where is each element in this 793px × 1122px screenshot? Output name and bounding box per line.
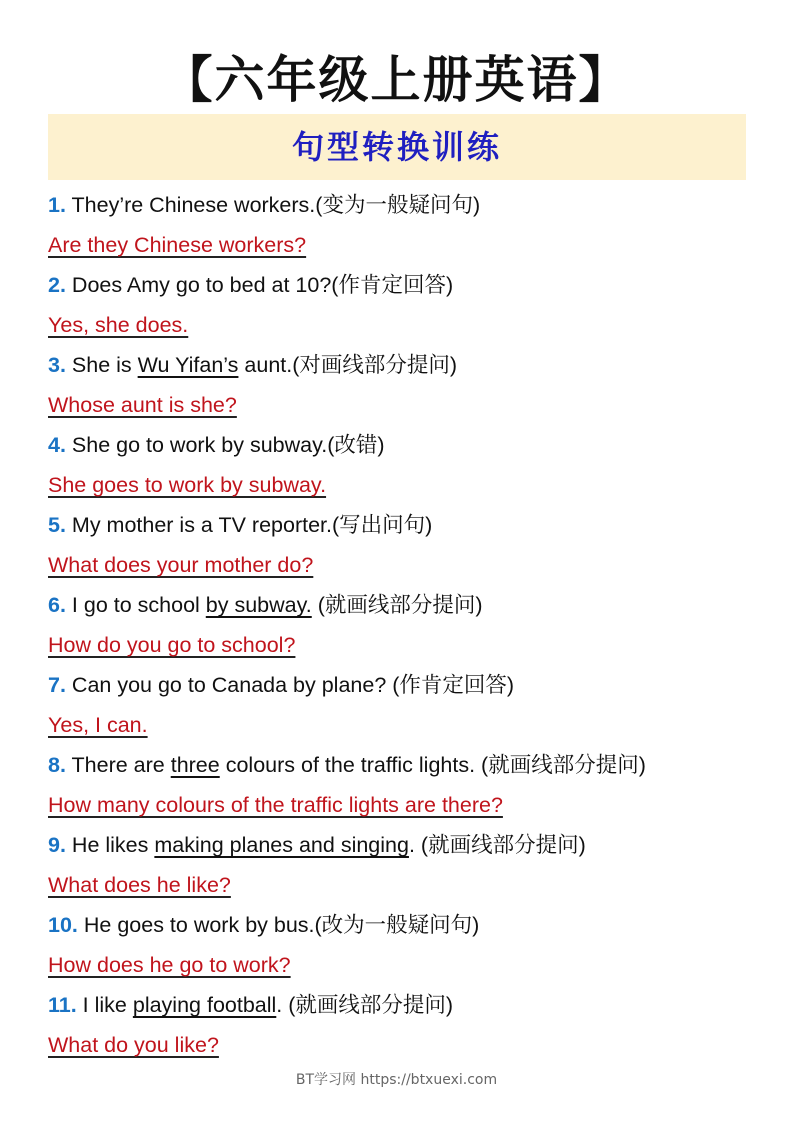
instruction-note: (就画线部分提问)	[317, 593, 483, 617]
answer-6	[48, 625, 758, 665]
underlined-part: three	[170, 753, 220, 777]
question-text-after: .	[408, 833, 421, 857]
answer-text: What do you like?	[48, 1033, 219, 1057]
question-6	[48, 585, 758, 625]
question-11	[48, 985, 758, 1025]
answer-text: What does he like?	[48, 873, 231, 897]
question-text: There are	[65, 753, 171, 777]
answer-text: How does he go to work?	[48, 953, 291, 977]
instruction-note: (作肯定回答)	[392, 673, 515, 697]
answer-1	[48, 225, 758, 265]
question-text: Can you go to Canada by plane?	[65, 673, 393, 697]
underlined-part: Wu Yifan’s	[137, 353, 239, 377]
footer-watermark: BT学习网 https://btxuexi.com	[295, 1072, 498, 1088]
answer-5	[48, 545, 758, 585]
question-text: They’re Chinese workers.	[65, 193, 316, 217]
instruction-note: (改错)	[327, 433, 385, 457]
question-text: He likes	[65, 833, 155, 857]
question-text-after: colours of the traffic lights.	[219, 753, 482, 777]
question-text: She go to work by subway.	[65, 433, 328, 457]
instruction-note: (写出问句)	[332, 513, 433, 537]
question-2	[48, 265, 758, 305]
question-text: She is	[65, 353, 138, 377]
question-text: I go to school	[65, 593, 206, 617]
question-text: I like	[76, 993, 133, 1017]
question-number: 8.	[48, 753, 66, 777]
answer-10	[48, 945, 758, 985]
answer-text: Are they Chinese workers?	[48, 233, 307, 257]
question-text: Does Amy go to bed at 10?	[65, 273, 332, 297]
answer-text: What does your mother do?	[48, 553, 314, 577]
answer-3	[48, 385, 758, 425]
question-5	[48, 505, 758, 545]
answer-2	[48, 305, 758, 345]
question-number: 11.	[48, 993, 77, 1017]
question-7	[48, 665, 758, 705]
subtitle: 句型转换训练	[291, 128, 502, 166]
question-number: 2.	[48, 273, 66, 297]
question-number: 4.	[48, 433, 66, 457]
question-10	[48, 905, 758, 945]
subtitle-banner	[48, 114, 746, 180]
instruction-note: (就画线部分提问)	[420, 833, 586, 857]
question-text-after: aunt.	[238, 353, 293, 377]
question-number: 6.	[48, 593, 66, 617]
question-1	[48, 185, 758, 225]
instruction-note: (就画线部分提问)	[481, 753, 646, 777]
answer-8	[48, 785, 758, 825]
question-number: 9.	[48, 833, 66, 857]
answer-text: Yes, I can.	[48, 713, 148, 737]
question-9	[48, 825, 758, 865]
question-text: He goes to work by bus.	[77, 913, 315, 937]
instruction-note: (对画线部分提问)	[292, 353, 458, 377]
question-3	[48, 345, 758, 385]
question-4	[48, 425, 758, 465]
exercise-list	[48, 185, 758, 1065]
question-number: 3.	[48, 353, 66, 377]
question-number: 10.	[48, 913, 78, 937]
answer-9	[48, 865, 758, 905]
answer-4	[48, 465, 758, 505]
question-text-after: .	[276, 993, 289, 1017]
instruction-note: (变为一般疑问句)	[315, 193, 481, 217]
answer-11	[48, 1025, 758, 1065]
question-number: 7.	[48, 673, 66, 697]
answer-text: How many colours of the traffic lights are there?	[48, 793, 503, 817]
page-title: 【六年级上册英语】	[162, 50, 631, 109]
instruction-note: (改为一般疑问句)	[314, 913, 480, 937]
answer-7	[48, 705, 758, 745]
question-number: 1.	[48, 193, 66, 217]
question-text: My mother is a TV reporter.	[65, 513, 332, 537]
instruction-note: (就画线部分提问)	[288, 993, 454, 1017]
answer-text: How do you go to school?	[48, 633, 296, 657]
answer-text: Yes, she does.	[48, 313, 189, 337]
instruction-note: (作肯定回答)	[331, 273, 454, 297]
underlined-part: by subway.	[205, 593, 312, 617]
answer-text: Whose aunt is she?	[48, 393, 237, 417]
question-8	[48, 745, 758, 785]
answer-text: She goes to work by subway.	[48, 473, 327, 497]
question-number: 5.	[48, 513, 66, 537]
underlined-part: playing football	[132, 993, 277, 1017]
underlined-part: making planes and singing	[154, 833, 409, 857]
